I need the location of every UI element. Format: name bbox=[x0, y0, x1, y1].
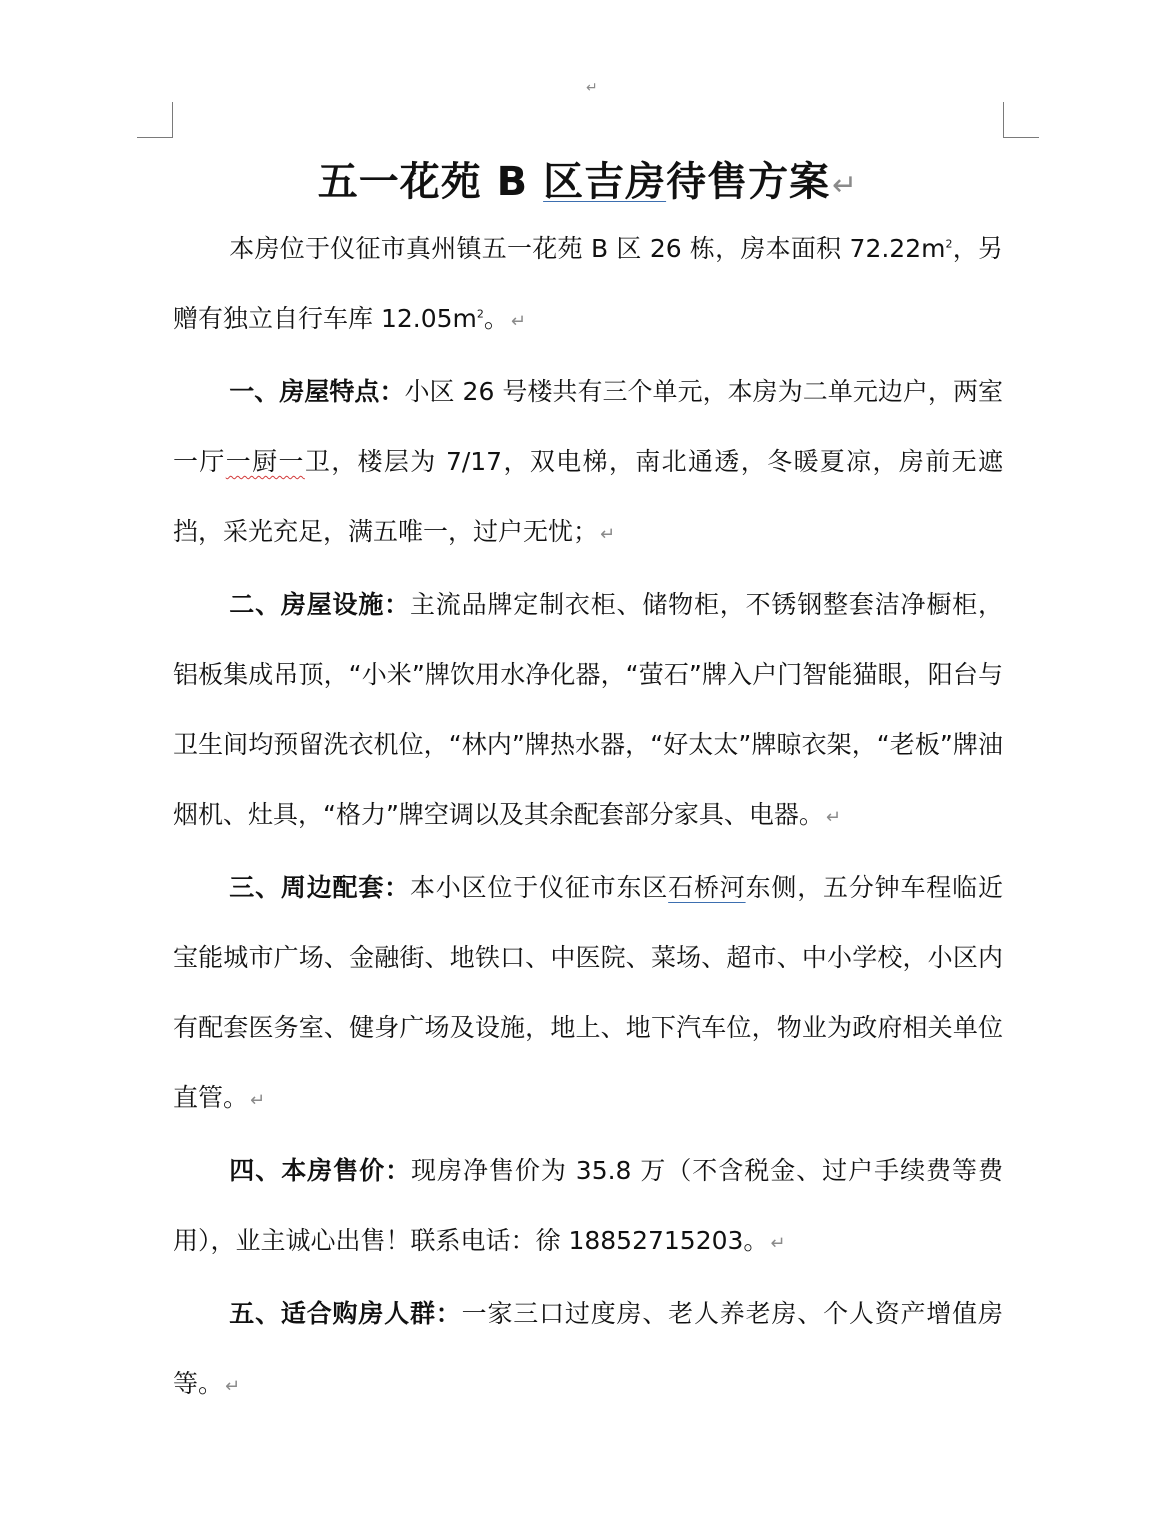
surroundings-paragraph bbox=[173, 853, 1003, 1136]
paragraph-mark-icon: ↵ bbox=[825, 807, 841, 828]
title-part-3: 待售方案 bbox=[666, 159, 831, 205]
intro-text-1: 本房位于仪征市真州镇五一花苑 B 区 26 栋，房本面积 72.22m bbox=[229, 234, 946, 263]
features-text-1: 小区 26 号楼共有三个单元，本房为二单元边户，两室一厅 bbox=[173, 377, 1003, 476]
paragraph-mark-icon: ↵ bbox=[832, 168, 859, 203]
margin-corner-top-right bbox=[1003, 102, 1039, 138]
buyers-paragraph bbox=[173, 1279, 1003, 1422]
intro-text-3: 。 bbox=[483, 304, 509, 333]
margin-corner-top-left bbox=[137, 102, 173, 138]
title-underlined-segment: 区吉房 bbox=[543, 159, 667, 205]
price-label: 四、本房售价： bbox=[229, 1156, 412, 1185]
features-label: 一、房屋特点： bbox=[229, 377, 405, 406]
document-body[interactable] bbox=[173, 150, 1003, 1422]
document-title bbox=[173, 150, 1003, 214]
features-paragraph bbox=[173, 357, 1003, 570]
intro-text-2: ，另赠有独立自行车库 12.05m bbox=[173, 234, 1003, 333]
surroundings-text-2: 东侧，五分钟车程临近宝能城市广场、金融街、地铁口、中医院、菜场、超市、中小学校，小区内有配套医务室、健身广场及设施，地上、地下汽车位，物业为政府相关单位直管。 bbox=[173, 873, 1003, 1112]
title-part-1: 五一花苑 B bbox=[317, 159, 544, 205]
paragraph-mark-icon: ↵ bbox=[225, 1376, 241, 1397]
paragraph-mark-icon: ↵ bbox=[510, 311, 526, 332]
paragraph-mark-icon: ↵ bbox=[586, 80, 598, 96]
paragraph-mark-icon: ↵ bbox=[770, 1233, 786, 1254]
intro-paragraph bbox=[173, 214, 1003, 357]
spellcheck-squiggle: 一厨一 bbox=[225, 447, 305, 476]
intro-sup-2: 2 bbox=[476, 307, 484, 321]
surroundings-underlined: 石桥河 bbox=[668, 873, 746, 902]
facilities-label: 二、房屋设施： bbox=[229, 590, 410, 619]
surroundings-label: 三、周边配套： bbox=[229, 873, 410, 902]
paragraph-mark-icon: ↵ bbox=[250, 1090, 266, 1111]
features-text-2: 卫，楼层为 7/17，双电梯，南北通透，冬暖夏凉，房前无遮挡，采光充足，满五唯一，过户无忧； bbox=[173, 447, 1003, 546]
buyers-text: 一家三口过度房、老人养老房、个人资产增值房等。 bbox=[173, 1299, 1003, 1398]
intro-sup-1: 2 bbox=[945, 237, 953, 251]
paragraph-mark-icon: ↵ bbox=[600, 524, 616, 545]
facilities-paragraph bbox=[173, 570, 1003, 853]
buyers-label: 五、适合购房人群： bbox=[229, 1299, 462, 1328]
surroundings-text-1: 本小区位于仪征市东区 bbox=[409, 873, 669, 902]
facilities-text: 主流品牌定制衣柜、储物柜，不锈钢整套洁净橱柜，铝板集成吊顶，“小米”牌饮用水净化器，“萤石”牌入户门智能猫眼，阳台与卫生间均预留洗衣机位，“林内”牌热水器，“好太太”牌晾衣架，“老板”牌油烟机、灶具，“格力”牌空调以及其余配套部分家具、电器。 bbox=[173, 590, 1003, 829]
price-paragraph bbox=[173, 1136, 1003, 1279]
price-text: 现房净售价为 35.8 万（不含税金、过户手续费等费用），业主诚心出售！联系电话：徐 18852715203。 bbox=[173, 1156, 1003, 1255]
